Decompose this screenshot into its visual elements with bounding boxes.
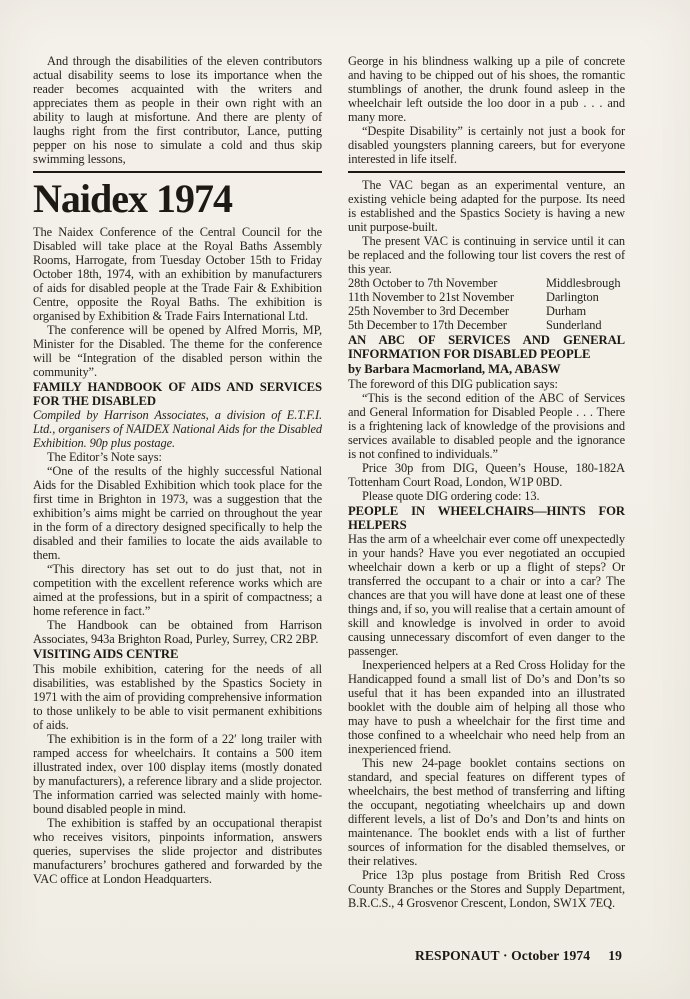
abc-booklet-paragraph: Price 30p from DIG, Queen’s House, 180-182A Tottenham Court Road, London, W1P 0BD. (348, 460, 625, 489)
tour-list-row (348, 276, 625, 290)
family-handbook-paragraph: “One of the results of the highly successful National Aids for the Disabled Exhibition which took place for the first time in Brighton in 1973, was a suggestion that the exhibition’s aims might be carried on throughout the year in the form of a directory designed specifically to help the disabled and their families to locate the aids available to them. (33, 464, 322, 563)
tour-dates: 11th November to 21st November (348, 290, 514, 304)
abc-booklet-heading: AN ABC OF SERVICES AND GENERAL INFORMATION FOR DISABLED PEOPLE (348, 333, 625, 362)
vac-paragraph: The present VAC is continuing in service until it can be replaced and the following tour list covers the rest of this year. (348, 234, 625, 276)
tour-place: Sunderland (546, 318, 602, 332)
two-column-layout (33, 54, 625, 910)
article-headline: Naidex 1974 (33, 176, 232, 221)
family-handbook-paragraph: “This directory has set out to do just that, not in competition with the excellent reference works which are aimed at the professions, but in a spirit of compactness; a home reference in fact.” (33, 562, 322, 619)
vac-tour-list (348, 276, 625, 332)
tour-dates: 5th December to 17th December (348, 318, 507, 332)
abc-booklet-byline: by Barbara Macmorland, MA, ABASW (348, 362, 561, 377)
visiting-aids-centre-heading: VISITING AIDS CENTRE (33, 647, 179, 662)
family-handbook-paragraph: The Editor’s Note says: (47, 450, 162, 465)
book-review-continuation-paragraph: And through the disabilities of the eleven contributors actual disability seems to lose its importance when the reader becomes acquainted with the writers and appreciates them as people in their own right with an ability to laugh at misfortune. And there are plenty of laughs right from the first contributor, Lance, putting pepper on his nose to simulate a cold and thus skip swimming lessons, (33, 54, 322, 166)
naidex-paragraph: The Naidex Conference of the Central Council for the Disabled will take place at the Royal Baths Assembly Rooms, Harrogate, from Tuesday October 15th to Friday October 18th, 1974, with an exhibition by manufacturers of aids for disabled people at the Trade Fair & Exhibition Centre, opposite the Royal Baths. The exhibition is organised by Exhibition & Trade Fairs International Ltd. (33, 225, 322, 323)
tour-dates: 25th November to 3rd December (348, 304, 509, 318)
naidex-paragraph: The conference will be opened by Alfred Morris, MP, Minister for the Disabled. The theme for the conference will be “Integration of the disabled person within the community”. (33, 323, 322, 379)
tour-place: Darlington (546, 290, 599, 304)
abc-booklet-paragraph: Please quote DIG ordering code: 13. (362, 488, 540, 503)
wheelchair-hints-paragraph: Has the arm of a wheelchair ever come off unexpectedly in your hands? Have you ever negotiated an occupied wheelchair down a kerb or up a flight of steps? Or transferred the occupant to a chair or into a car? The chances are that you will have done at least one of these things and, if so, you will realise that a certain amount of skill and knowledge is involved in order to avoid causing unnecessary discomfort of even danger to the passenger. (348, 532, 625, 659)
page-footer (415, 948, 622, 964)
family-handbook-credit: Compiled by Harrison Associates, a division of E.T.F.I. Ltd., organisers of NAIDEX National Aids for the Disabled Exhibition. 90p plus postage. (33, 408, 322, 451)
magazine-title-and-date: RESPONAUT · October 1974 (414, 948, 591, 963)
visiting-aids-paragraph: The exhibition is staffed by an occupational therapist who receives visitors, pinpoints information, answers queries, supervises the slide projector and distributes manufacturers’ brochures gathered and forwarded by the VAC office at London Headquarters. (33, 815, 322, 886)
wheelchair-hints-paragraph: Price 13p plus postage from British Red Cross County Branches or the Stores and Supply Department, B.R.C.S., 4 Grosvenor Crescent, London, SW1X 7EQ. (348, 868, 625, 911)
abc-booklet-paragraph: The foreword of this DIG publication says: (348, 376, 558, 391)
tour-list-row (348, 318, 625, 332)
tour-place: Middlesbrough (546, 276, 621, 290)
visiting-aids-paragraph: This mobile exhibition, catering for the needs of all disabilities, was established by the Spastics Society in 1971 with the aim of providing comprehensive information to those unlikely to be able to visit permanent exhibitions of aids. (33, 661, 322, 732)
section-divider-rule (348, 171, 625, 173)
visiting-aids-paragraph: The exhibition is in the form of a 22′ long trailer with ramped access for wheelchairs. It contains a 500 item illustrated index, over 100 display items (mostly donated by manufacturers), a reference library and a slide projector. The information carried was selected mainly with home-bound disabled people in mind. (33, 731, 322, 816)
vac-paragraph: The VAC began as an experimental venture, an existing vehicle being adapted for the purpose. Its need is established and the Spastics Society is having a new unit purpose-built. (348, 178, 625, 234)
tour-list-row (348, 290, 625, 304)
tour-dates: 28th October to 7th November (348, 276, 498, 290)
book-review-continuation-paragraph: George in his blindness walking up a pile of concrete and having to be chipped out of his shoes, the romantic stumblings of another, the drunk found asleep in the wheelchair left outside the loo door in a pub . . . and many more. (348, 54, 625, 124)
tour-list-row (348, 304, 625, 318)
wheelchair-hints-heading: PEOPLE IN WHEELCHAIRS—HINTS FOR HELPERS (348, 503, 625, 532)
wheelchair-hints-paragraph: Inexperienced helpers at a Red Cross Holiday for the Handicapped found a small list of Do’s and Don’ts so useful that it has been expanded into an illustrated booklet with the double aim of helping all those who may have to push a wheelchair for the first time and those confined to a wheelchair who need help from an inexperienced friend. (348, 658, 625, 757)
wheelchair-hints-paragraph: This new 24-page booklet contains sections on standard, and special features on different types of wheelchairs, the best method of transferring and lifting the occupant, negotiating wheelchairs up and down different levels, a list of Do’s and Don’ts and hints on maintenance. The booklet ends with a list of further sources of information for the disabled themselves, or their relatives. (348, 756, 625, 869)
page-number: 19 (608, 948, 622, 963)
tour-place: Durham (546, 304, 587, 318)
section-divider-rule (33, 171, 322, 173)
right-column (348, 54, 625, 910)
book-review-closing-paragraph: “Despite Disability” is certainly not just a book for disabled youngsters planning careers, but for everyone interested in life itself. (348, 124, 625, 166)
abc-booklet-paragraph: “This is the second edition of the ABC of Services and General Information for Disabled People . . . There is a frightening lack of knowledge of the provisions and services available to disabled people and the ignorance is not confined to individuals.” (348, 390, 625, 461)
left-column (33, 54, 322, 910)
family-handbook-heading: FAMILY HANDBOOK OF AIDS AND SERVICES FOR THE DISABLED (33, 380, 322, 409)
family-handbook-paragraph: The Handbook can be obtained from Harrison Associates, 943a Brighton Road, Purley, Surrey, CR2 2BP. (33, 618, 322, 647)
